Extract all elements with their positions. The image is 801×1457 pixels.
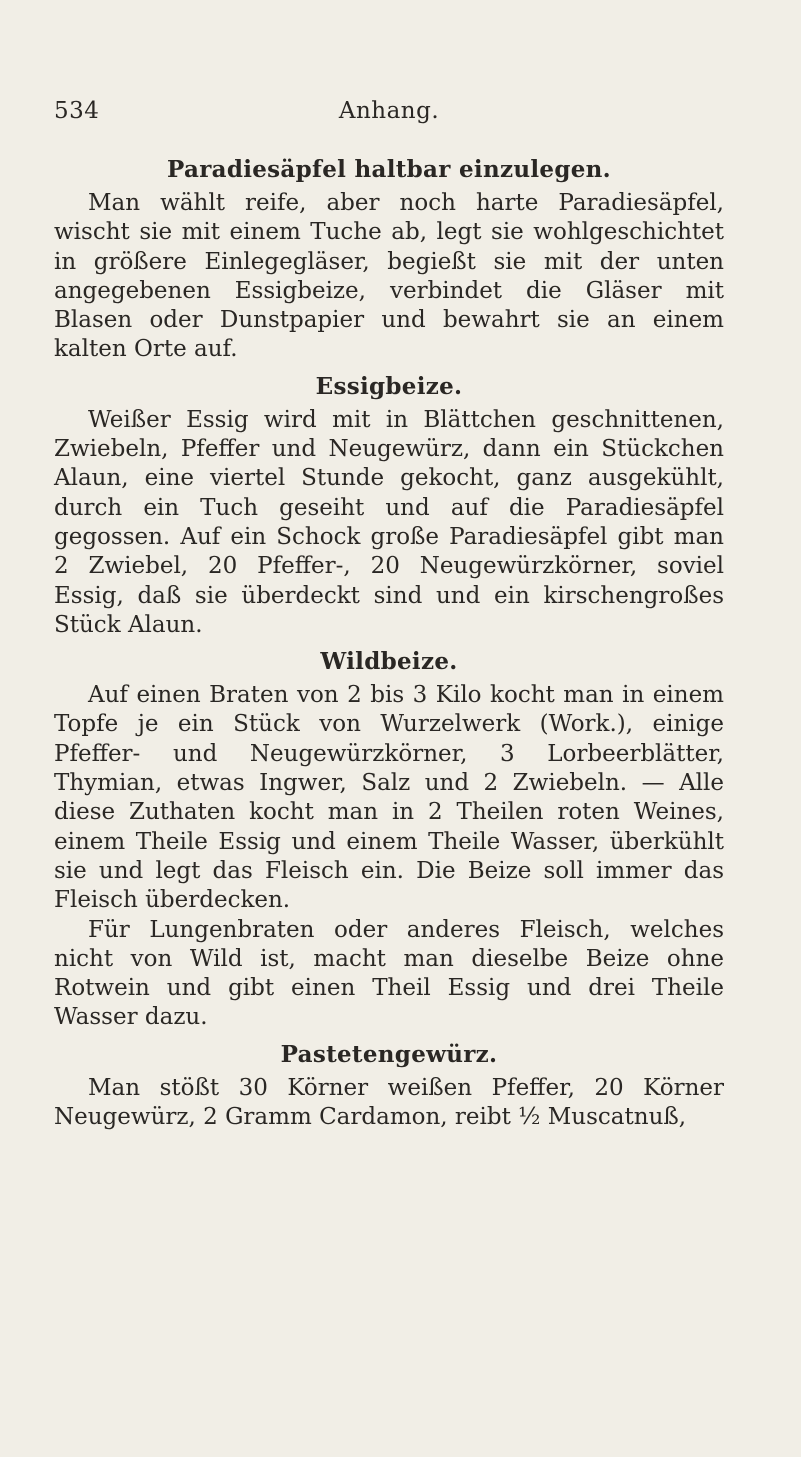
section-wildbeize bbox=[54, 642, 724, 1033]
page-content bbox=[54, 150, 724, 1132]
section-paragraph: Auf einen Braten von 2 bis 3 Kilo kocht man in einem Topfe je ein Stück von Wurzelwerk (Work.), einige Pfeffer- und Neugewürzkörner, 3 Lorbeerblätter, Thymian, etwas Ingwer, Salz und 2 Zwiebeln. — Alle diese Zuthaten kocht man in 2 Theilen roten Weines, einem Theile Essig und einem Theile Wasser, überkühlt sie und legt das Fleisch ein. Die Beize soll immer das Fleisch überdecken. bbox=[54, 682, 724, 914]
page-header bbox=[54, 98, 724, 134]
section-paragraph: Man stößt 30 Körner weißen Pfeffer, 20 Körner Neugewürz, 2 Gramm Cardamon, reibt ½ Muscatnuß, bbox=[54, 1074, 724, 1131]
section-paradiesaepfel bbox=[54, 150, 724, 365]
section-paragraph: Weißer Essig wird mit in Blättchen geschnittenen, Zwiebeln, Pfeffer und Neugewürz, dann ein Stückchen Alaun, eine viertel Stunde gekocht, ganz ausgekühlt, durch ein Tuch geseiht und auf die Paradiesäpfel gegossen. Auf ein Schock große Paradiesäpfel gibt man 2 Zwiebel, 20 Pfeffer-, 20 Neugewürzkörner, soviel Essig, daß sie überdeckt sind und ein kirschengroßes Stück Alaun. bbox=[54, 406, 724, 638]
section-title: Essigbeize. bbox=[315, 372, 463, 400]
section-essigbeize bbox=[54, 367, 724, 640]
section-title: Wildbeize. bbox=[320, 648, 458, 676]
section-paragraph: Man wählt reife, aber noch harte Paradiesäpfel, wischt sie mit einem Tuche ab, legt sie wohlgeschichtet in größere Einlegegläser, begießt sie mit der unten angegebenen Essigbeize, verbindet die Gläser mit Blasen oder Dunstpapier und bewahrt sie an einem kalten Orte auf. bbox=[54, 190, 724, 363]
page-number: 534 bbox=[54, 98, 100, 124]
section-paragraph: Für Lungenbraten oder anderes Fleisch, welches nicht von Wild ist, macht man dieselbe Beize ohne Rotwein und gibt einen Theil Essig und drei Theile Wasser dazu. bbox=[54, 916, 724, 1031]
section-title: Pastetengewürz. bbox=[280, 1040, 498, 1068]
running-head: Anhang. bbox=[338, 98, 440, 124]
section-title: Paradiesäpfel haltbar einzulegen. bbox=[167, 156, 611, 183]
section-pastetengewuerz bbox=[54, 1035, 724, 1133]
